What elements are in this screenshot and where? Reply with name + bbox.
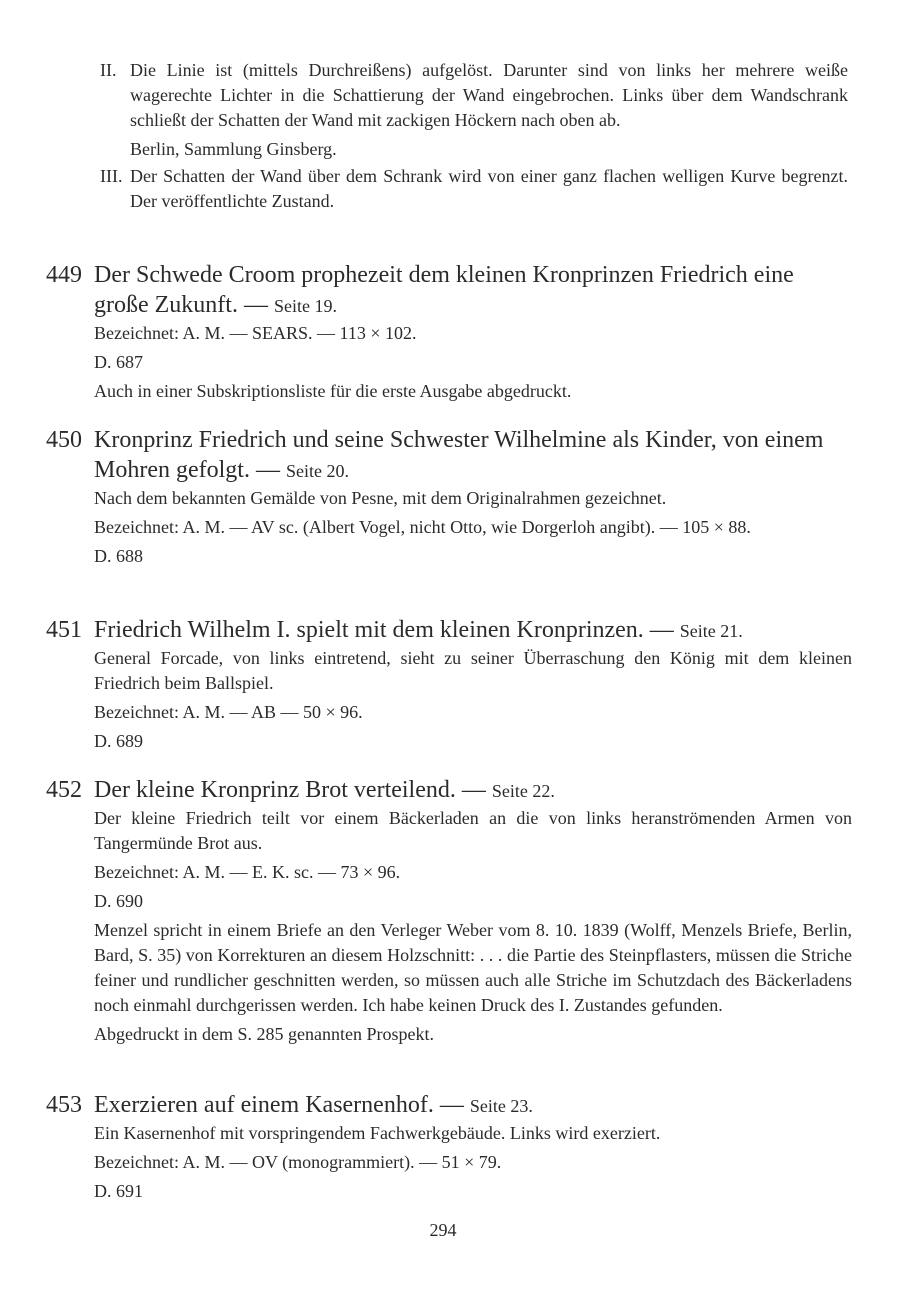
catalog-entry	[0, 775, 900, 1047]
entry-title-text: Der kleine Kronprinz Brot verteilend. —	[94, 777, 486, 803]
entry-reference: D. 690	[94, 891, 143, 911]
entry-page-ref: Seite 20.	[285, 461, 349, 481]
entry-reference: D. 689	[94, 731, 143, 751]
entry-title	[94, 425, 854, 486]
catalog-entry	[0, 425, 900, 569]
entry-title	[94, 1090, 854, 1121]
catalog-entry	[0, 615, 900, 754]
entry-title-text: Exerzieren auf einem Kasernenhof. —	[94, 1092, 464, 1118]
entry-title	[94, 615, 854, 646]
entry-page-ref: Seite 23.	[469, 1096, 533, 1116]
entry-signature: Bezeichnet: A. M. — E. K. sc. — 73 × 96.	[94, 862, 401, 882]
entry-title-text: Der Schwede Croom prophezeit dem kleinen Kronprinzen Friedrich eine große Zukunft. —	[94, 262, 794, 318]
entry-page-ref: Seite 22.	[491, 781, 555, 801]
entry-note: Auch in einer Subskriptionsliste für die erste Ausgabe abgedruckt.	[94, 381, 572, 401]
entry-reference: D. 688	[94, 546, 143, 566]
state-numeral: II.	[100, 60, 117, 80]
entry-title	[94, 775, 854, 806]
entry-reference: D. 687	[94, 352, 143, 372]
collection-note: Berlin, Sammlung Ginsberg.	[130, 139, 337, 159]
state-numeral: III.	[100, 166, 123, 186]
entry-description: Der kleine Friedrich teilt vor einem Bäckerladen an die von links heranströmenden Armen von Tangermünde Brot aus.	[94, 808, 852, 853]
state-item	[100, 58, 848, 133]
entry-number: 449	[46, 262, 82, 288]
state-list	[0, 58, 900, 214]
entry-number: 451	[46, 617, 82, 643]
entry-title-text: Friedrich Wilhelm I. spielt mit dem kleinen Kronprinzen. —	[94, 617, 674, 643]
entry-title-text: Kronprinz Friedrich und seine Schwester Wilhelmine als Kinder, von einem Mohren gefolgt. —	[94, 427, 824, 483]
entry-number: 453	[46, 1092, 82, 1118]
entry-note: Abgedruckt in dem S. 285 genannten Prospekt.	[94, 1024, 434, 1044]
catalog-entry	[0, 1090, 900, 1204]
entry-title	[94, 260, 854, 321]
entry-description: Ein Kasernenhof mit vorspringendem Fachwerkgebäude. Links wird exerziert.	[94, 1123, 661, 1143]
entry-reference: D. 691	[94, 1181, 143, 1201]
page-number: 294	[429, 1220, 457, 1240]
entry-page-ref: Seite 21.	[679, 621, 743, 641]
entry-number: 450	[46, 427, 82, 453]
entry-signature: Bezeichnet: A. M. — AB — 50 × 96.	[94, 702, 363, 722]
entry-signature: Bezeichnet: A. M. — SEARS. — 113 × 102.	[94, 323, 417, 343]
state-text: Der Schatten der Wand über dem Schrank wird von einer ganz flachen welligen Kurve begrenzt. Der veröffentlichte Zustand.	[130, 166, 848, 211]
entry-description: General Forcade, von links eintretend, sieht zu seiner Überraschung den König mit dem kleinen Friedrich beim Ballspiel.	[94, 648, 852, 693]
entry-signature: Bezeichnet: A. M. — OV (monogrammiert). — 51 × 79.	[94, 1152, 502, 1172]
entry-note: Menzel spricht in einem Briefe an den Verleger Weber vom 8. 10. 1839 (Wolff, Menzels Briefe, Berlin, Bard, S. 35) von Korrekturen an diesem Holzschnitt: . . . die Partie des Steinpflasters, müssen die Striche feiner und rundlicher geschnitten werden, so müssen auch alle Striche im Schutzdach des Bäckerladens noch einmahl durchgerissen werden. Ich habe keinen Druck des I. Zustandes gefunden.	[94, 920, 852, 1015]
state-item	[100, 164, 848, 214]
state-text: Die Linie ist (mittels Durchreißens) aufgelöst. Darunter sind von links her mehrere weiße wagerechte Lichter in die Schattierung der Wand eingebrochen. Links über dem Wandschrank schließt der Schatten der Wand mit zackigen Höckern nach oben ab.	[130, 60, 848, 130]
catalog-entry	[0, 260, 900, 404]
entry-signature: Bezeichnet: A. M. — AV sc. (Albert Vogel, nicht Otto, wie Dorgerloh angibt). — 105 × 88.	[94, 517, 751, 537]
entry-number: 452	[46, 777, 82, 803]
entry-page-ref: Seite 19.	[273, 296, 337, 316]
entry-description: Nach dem bekannten Gemälde von Pesne, mit dem Originalrahmen gezeichnet.	[94, 488, 667, 508]
